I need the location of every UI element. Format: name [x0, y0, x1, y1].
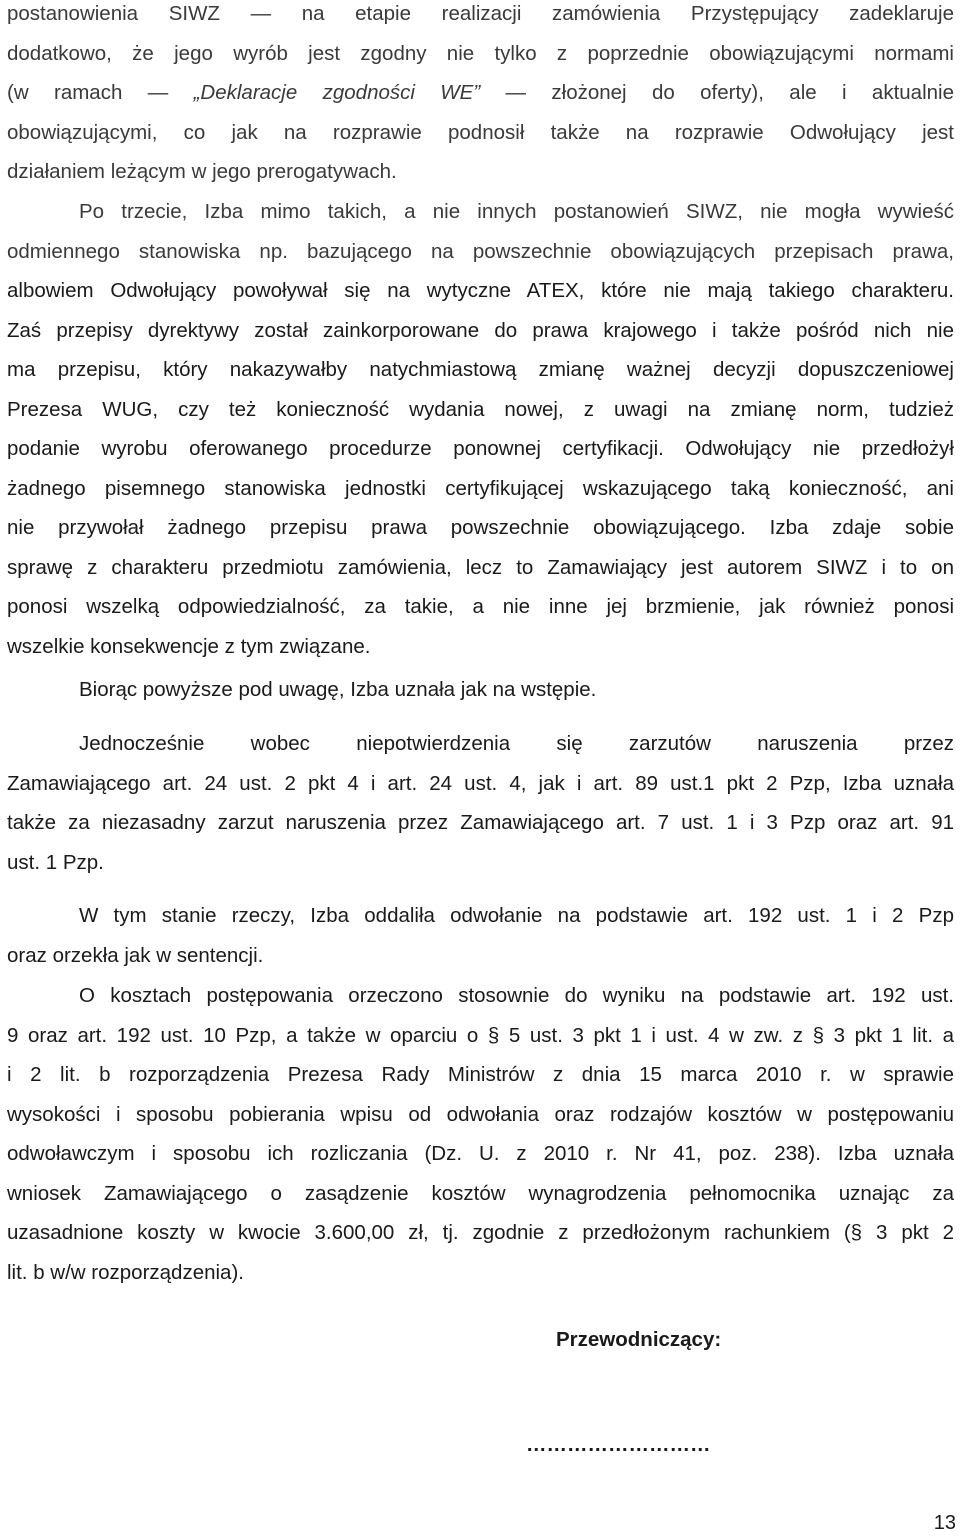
text-line: działaniem leżącym w jego prerogatywach.: [7, 160, 397, 184]
page-number: 13: [933, 1512, 956, 1534]
signature-title: Przewodniczący:: [556, 1328, 722, 1351]
text-line: żadnego pisemnego stanowiska jednostki certyfikującej wskazującego taką konieczność, ani: [7, 476, 954, 500]
text-line: Zaś przepisy dyrektywy został zainkorporowane do prawa krajowego i także pośród nich nie: [7, 318, 954, 342]
text-line: odwoławczym i sposobu ich rozliczania (Dz. U. z 2010 r. Nr 41, poz. 238). Izba uznała: [7, 1142, 954, 1166]
paragraph-po-trzecie: [7, 192, 954, 667]
text-line: 9 oraz art. 192 ust. 10 Pzp, a także w oparciu o § 5 ust. 3 pkt 1 i ust. 4 w zw. z § 3 pkt 1 lit. a: [7, 1023, 954, 1047]
text-line: albowiem Odwołujący powoływał się na wytyczne ATEX, które nie mają takiego charakteru.: [7, 279, 954, 303]
text-line: wszelkie konsekwencje z tym związane.: [7, 635, 371, 659]
paragraph-conclusion: [7, 670, 954, 710]
text-line: i 2 lit. b rozporządzenia Prezesa Rady Ministrów z dnia 15 marca 2010 r. w sprawie: [7, 1063, 954, 1087]
paragraph-jednoczesnie: [7, 724, 954, 882]
paragraph-continuation: [7, 0, 954, 192]
text-line: uzasadnione koszty w kwocie 3.600,00 zł, tj. zgodnie z przedłożonym rachunkiem (§ 3 pkt 2: [7, 1221, 954, 1245]
text-line: oraz orzekła jak w sentencji.: [7, 943, 264, 967]
text-line: także za niezasadny zarzut naruszenia przez Zamawiającego art. 7 ust. 1 i 3 Pzp oraz art. 91: [7, 811, 954, 835]
text-line: postanowienia SIWZ — na etapie realizacji zamówienia Przystępujący zadeklaruje: [7, 2, 954, 25]
text-line: wniosek Zamawiającego o zasądzenie kosztów wynagrodzenia pełnomocnika uznając za: [7, 1181, 954, 1205]
paragraph-w-tym-stanie: [7, 896, 954, 975]
text-line: Jednocześnie wobec niepotwierdzenia się zarzutów naruszenia przez: [79, 732, 954, 755]
text-line: sprawę z charakteru przedmiotu zamówienia, lecz to Zamawiający jest autorem SIWZ i to on: [7, 555, 954, 579]
text-line: O kosztach postępowania orzeczono stosownie do wyniku na podstawie art. 192 ust.: [79, 984, 954, 1007]
italic-phrase: „Deklaracje zgodności WE”: [193, 81, 481, 105]
text-line: [7, 73, 954, 113]
text-line: dodatkowo, że jego wyrób jest zgodny nie tylko z poprzednie obowiązującymi normami: [7, 41, 954, 65]
text-line: Prezesa WUG, czy też konieczność wydania nowej, z uwagi na zmianę norm, tudzież: [7, 397, 954, 421]
text-line: podanie wyrobu oferowanego procedurze ponownej certyfikacji. Odwołujący nie przedłożył: [7, 437, 954, 461]
paragraph-o-kosztach: [7, 976, 954, 1292]
signature-line: ………………………: [526, 1433, 711, 1456]
text-line: odmiennego stanowiska np. bazującego na powszechnie obowiązujących przepisach prawa,: [7, 239, 954, 263]
text-line: lit. b w/w rozporządzenia).: [7, 1260, 244, 1284]
text-line: wysokości i sposobu pobierania wpisu od odwołania oraz rodzajów kosztów w postępowaniu: [7, 1102, 954, 1126]
text-line: Biorąc powyższe pod uwagę, Izba uznała jak na wstępie.: [79, 678, 597, 701]
text-line: W tym stanie rzeczy, Izba oddaliła odwołanie na podstawie art. 192 ust. 1 i 2 Pzp: [79, 904, 954, 927]
text-line: ust. 1 Pzp.: [7, 850, 104, 874]
text-line: nie przywołał żadnego przepisu prawa powszechnie obowiązującego. Izba zdaje sobie: [7, 516, 954, 540]
text-line: ponosi wszelką odpowiedzialność, za takie, a nie inne jej brzmienie, jak również ponosi: [7, 595, 954, 619]
text-line: obowiązującymi, co jak na rozprawie podnosił także na rozprawie Odwołujący jest: [7, 120, 954, 144]
text-line: ma przepisu, który nakazywałby natychmiastową zmianę ważnej decyzji dopuszczeniowej: [7, 358, 954, 382]
text-line: Zamawiającego art. 24 ust. 2 pkt 4 i art. 24 ust. 4, jak i art. 89 ust.1 pkt 2 Pzp, Izba uznała: [7, 771, 954, 795]
text-line: Po trzecie, Izba mimo takich, a nie innych postanowień SIWZ, nie mogła wywieść: [79, 200, 954, 223]
text-line-with-italic: (w ramach — „Deklaracje zgodności WE” — złożonej do oferty), ale i aktualnie: [7, 81, 954, 105]
